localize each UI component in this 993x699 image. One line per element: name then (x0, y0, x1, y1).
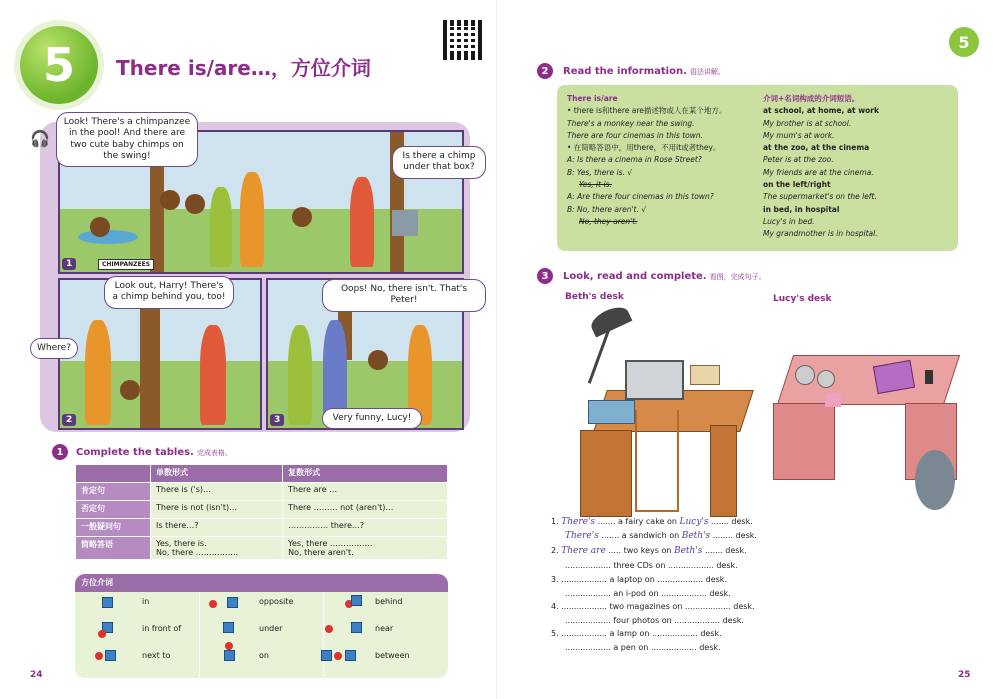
chair-icon (915, 450, 955, 510)
speech-bubble: Look out, Harry! There's a chimp behind you, too! (104, 276, 234, 309)
table-cell: There are … (283, 483, 448, 501)
exercise-line[interactable]: .................. three CDs on .................. desk. (565, 561, 738, 570)
section-title: Read the information. 语法讲解。 (563, 66, 725, 77)
preposition-next-to: next to (142, 651, 171, 660)
exercise-line[interactable]: .................. an i-pod on .................. desk. (565, 589, 731, 598)
table-cell: There is ('s)… (151, 483, 283, 501)
table-cell[interactable]: Yes, there ……………. No, there aren't. (283, 537, 448, 560)
grammar-table (75, 464, 448, 560)
exercise-line[interactable]: 1. There's ....... a fairy cake on Lucy's ....... desk. (551, 517, 753, 527)
panel-number: 1 (62, 258, 76, 270)
comic-strip (37, 117, 476, 432)
page-number-right: 25 (958, 670, 971, 680)
preposition-behind: behind (375, 597, 403, 606)
section-number: 1 (52, 444, 68, 460)
laptop-icon (625, 360, 684, 400)
preposition-in-front-of: in front of (142, 624, 182, 633)
preposition-near: near (375, 624, 394, 633)
preposition-opposite: opposite (259, 597, 294, 606)
page-number-left: 24 (30, 670, 43, 680)
exercise-line[interactable]: 5. .................. a lamp on .................. desk. (551, 629, 722, 638)
preposition-on: on (259, 651, 269, 660)
exercise-line[interactable]: .................. a pen on .................. desk. (565, 643, 721, 652)
fairy-cake-icon (825, 393, 841, 407)
cd-icon (795, 365, 815, 385)
cd-icon (817, 370, 835, 388)
prepositions-header: 方位介词 (75, 574, 448, 592)
table-cell: Is there…? (151, 519, 283, 537)
page-gutter (496, 0, 497, 699)
desk-label-beth: Beth's desk (565, 292, 624, 302)
prepositions-grid (75, 592, 448, 678)
panel-number: 2 (62, 414, 76, 426)
speech-bubble: Is there a chimp under that box? (392, 146, 486, 179)
desk-label-lucy: Lucy's desk (773, 294, 832, 304)
unit-page-badge: 5 (949, 27, 979, 57)
chimpanzees-sign: CHIMPANZEES (98, 259, 154, 270)
row-label: 否定句 (76, 501, 151, 519)
preposition-under: under (259, 624, 283, 633)
headphones-icon[interactable]: 🎧 (30, 129, 50, 148)
table-cell[interactable]: …………… there…? (283, 519, 448, 537)
beths-desk-illustration (560, 305, 760, 515)
info-left-column: There is/are • there is和there are描述物或人在某个地方。 There's a monkey near the swing. There are four cinemas in this town. • 在简略答语中，用there，不用it或者they。 A: Is there a cinema in Rose Street? B: Yes, there is. √ Yes, it is. A: Are there four cinemas in this town? B: No, there aren't. √ No, they aren't. (567, 94, 727, 226)
section-title: Look, read and complete. 看图，完成句子。 (563, 271, 766, 282)
exercise-line[interactable]: There's ....... a sandwich on Beth's ........ desk. (565, 531, 757, 541)
exercise-line[interactable]: .................. four photos on .................. desk. (565, 616, 744, 625)
speech-bubble: Very funny, Lucy! (322, 408, 422, 429)
preposition-in: in (142, 597, 150, 606)
section-title: Complete the tables. 完成表格。 (76, 447, 232, 458)
panel-number: 3 (270, 414, 284, 426)
section-number: 2 (537, 63, 553, 79)
lamp-icon (588, 302, 633, 337)
table-header: 单数形式 (151, 465, 283, 483)
unit-number-badge: 5 (20, 26, 98, 104)
sandwich-icon (690, 365, 720, 385)
qr-code-icon[interactable] (443, 20, 483, 60)
table-cell: There is not (isn't)… (151, 501, 283, 519)
speech-bubble: Look! There's a chimpanzee in the pool! And there are two cute baby chimps on the swing! (56, 112, 198, 167)
section-number: 3 (537, 268, 553, 284)
lucys-desk-illustration (765, 315, 965, 515)
row-label: 肯定句 (76, 483, 151, 501)
table-cell[interactable]: Yes, there is. No, there ……………. (151, 537, 283, 560)
table-cell[interactable]: There ……… not (aren't)… (283, 501, 448, 519)
speech-bubble: Where? (30, 338, 78, 359)
exercise-line[interactable]: 3. .................. a laptop on .................. desk. (551, 575, 727, 584)
exercise-line[interactable]: 4. .................. two magazines on .................. desk. (551, 602, 755, 611)
row-label: 一般疑问句 (76, 519, 151, 537)
photos-icon (588, 400, 635, 424)
ipod-icon (925, 370, 933, 384)
speech-bubble: Oops! No, there isn't. That's Peter! (322, 279, 486, 312)
grammar-info-box (557, 85, 958, 251)
unit-title: There is/are…，方位介词 (116, 56, 371, 80)
exercise-line[interactable]: 2. There are ..... two keys on Beth's ....... desk. (551, 546, 747, 556)
table-header: 复数形式 (283, 465, 448, 483)
preposition-between: between (375, 651, 410, 660)
row-label: 简略答语 (76, 537, 151, 560)
info-right-column: 介词+名词构成的介词短语。 at school, at home, at work My brother is at school. My mum's at work. at the zoo, at the cinema Peter is at the zoo. My friends are at the cinema. on the left/right The supermarket's on the left. in bed, in hospital Lucy's in bed. My grandmother is in hospital. (763, 94, 879, 239)
